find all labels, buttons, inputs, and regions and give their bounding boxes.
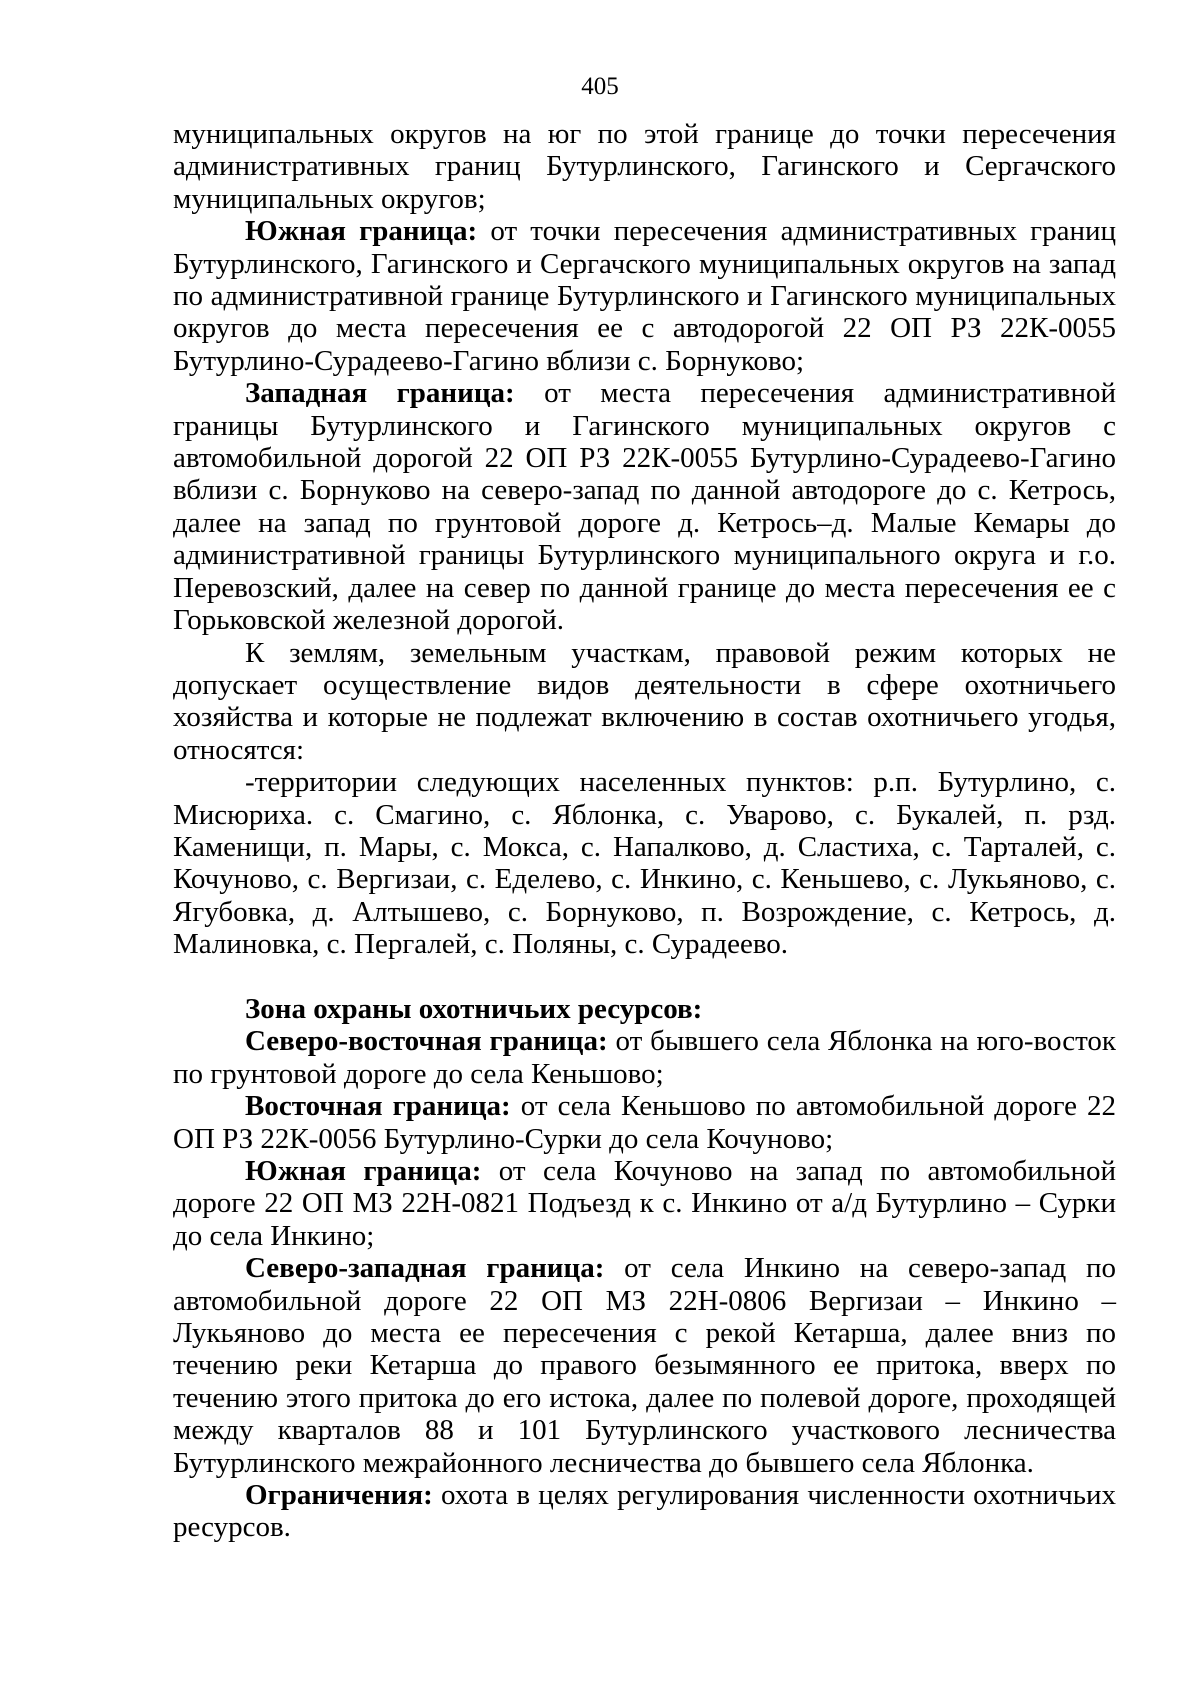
paragraph-text: охота в целях регулирования численности охотничьих ресурсов. — [173, 1479, 1116, 1544]
page-number: 405 — [581, 73, 619, 100]
paragraph-label: Западная граница: — [245, 377, 515, 410]
paragraph-continuation — [173, 118, 1116, 215]
paragraph-text: -территории следующих населенных пунктов: р.п. Бутурлино, с. Мисюриха. с. Смагино, с. Яблонка, с. Уварово, с. Букалей, п. рзд. Каменищи, п. Мары, с. Мокса, с. Напалково, д. Сластиха, с. Тарталей, с. Кочуново, с. Вергизаи, с. Еделево, с. Инкино, с. Кеньшево, с. Лукьяново, с. Ягубовка, д. Алтышево, с. Борнуково, п. Возрождение, с. Кетрось, д. Малиновка, с. Пергалей, с. Поляны, с. Сурадеево. — [173, 766, 1116, 961]
paragraph-label: Южная граница: — [245, 1154, 482, 1187]
paragraph-northwest-border — [173, 1252, 1116, 1479]
section-heading: Зона охраны охотничьих ресурсов: — [245, 992, 703, 1025]
paragraph-label: Восточная граница: — [245, 1090, 511, 1123]
paragraph-south-border-zone — [173, 1155, 1116, 1252]
paragraph-west-border — [173, 377, 1116, 636]
paragraph-south-border — [173, 215, 1116, 377]
paragraph-label: Северо-западная граница: — [245, 1252, 605, 1285]
paragraph-northeast-border — [173, 1025, 1116, 1090]
paragraph-text: от села Кочуново на запад по автомобильной дороге 22 ОП МЗ 22Н-0821 Подъезд к с. Инкино от а/д Бутурлино – Сурки до села Инкино; — [173, 1154, 1116, 1252]
paragraph-east-border — [173, 1090, 1116, 1155]
paragraph-label: Ограничения: — [245, 1479, 433, 1512]
paragraph-label: Северо-восточная граница: — [245, 1025, 608, 1058]
document-body — [173, 118, 1116, 1544]
paragraph-text: от бывшего села Яблонка на юго-восток по грунтовой дороге до села Кеньшово; — [173, 1025, 1116, 1090]
paragraph-text: от точки пересечения административных границ Бутурлинского, Гагинского и Сергачского муниципальных округов на запад по административной границе Бутурлинского и Гагинского муниципальных округов до места пересечения ее с автодорогой 22 ОП РЗ 22К-0055 Бутурлино-Сурадеево-Гагино вблизи с. Борнуково; — [173, 215, 1116, 377]
paragraph-text: муниципальных округов на юг по этой границе до точки пересечения административных границ Бутурлинского, Гагинского и Сергачского муниципальных округов; — [173, 118, 1116, 215]
paragraph-text: от места пересечения административной границы Бутурлинского и Гагинского муниципальных округов с автомобильной дорогой 22 ОП РЗ 22К-0055 Бутурлино-Сурадеево-Гагино вблизи с. Борнуково на северо-запад по данной автодороге до с. Кетрось, далее на запад по грунтовой дороге д. Кетрось–д. Малые Кемары до административной границы Бутурлинского муниципального округа и г.о. Перевозский, далее на север по данной границе до места пересечения ее с Горьковской железной дорогой. — [173, 377, 1116, 637]
paragraph-lands — [173, 637, 1116, 767]
paragraph-text: К землям, земельным участкам, правовой режим которых не допускает осуществление видов деятельности в сфере охотничьего хозяйства и которые не подлежат включению в состав охотничьего угодья, относятся: — [173, 636, 1116, 766]
paragraph-text: от села Инкино на северо-запад по автомобильной дороге 22 ОП МЗ 22Н-0806 Вергизаи – Инкино – Лукьяново до места ее пересечения с рекой Кетарша, далее вниз по течению реки Кетарша до правого безымянного ее притока, вверх по течению этого притока до его истока, далее по полевой дороге, проходящей между кварталов 88 и 101 Бутурлинского участкового лесничества Бутурлинского межрайонного лесничества до бывшего села Яблонка. — [173, 1252, 1116, 1479]
paragraph-text: от села Кеньшово по автомобильной дороге 22 ОП РЗ 22К-0056 Бутурлино-Сурки до села Кочуново; — [173, 1090, 1116, 1155]
paragraph-label: Южная граница: — [245, 215, 478, 248]
paragraph-restrictions — [173, 1479, 1116, 1544]
paragraph-settlements — [173, 766, 1116, 960]
